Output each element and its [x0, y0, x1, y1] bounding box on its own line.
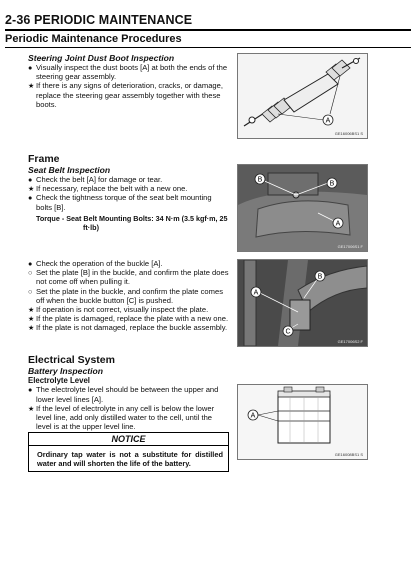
seat-belt-bolt-illustration [238, 165, 367, 251]
seat-belt-bolt-photo [237, 164, 368, 252]
list-item: ● Check the operation of the buckle [A]. [28, 259, 163, 268]
frame-heading: Frame [28, 153, 60, 165]
buckle-illustration [238, 260, 367, 346]
frame-section [28, 153, 229, 232]
callout-c: C [285, 328, 291, 336]
steering-title: Steering Joint Dust Boot Inspection [28, 53, 175, 63]
torque-spec [28, 214, 229, 232]
list-item: ● Check the tightness torque of the seat belt mounting bolts [B]. [28, 193, 212, 212]
steering-section [28, 53, 229, 109]
torque-spec-cont: ft·lb) [83, 222, 99, 232]
list-item: ● Check the belt [A] for damage or tear. [28, 175, 163, 184]
figure-code: GE17006S1 F [337, 244, 363, 249]
page-header [5, 13, 411, 48]
list-item: ● Visually inspect the dust boots [A] at both the ends of the steering gear assembly. [28, 63, 228, 82]
page-subtitle: Periodic Maintenance Procedures [5, 33, 182, 45]
list-item: ★ If operation is not correct, visually inspect the plate. [28, 305, 209, 315]
list-item: ★ If the plate is not damaged, replace the buckle assembly. [28, 323, 228, 333]
frame-list [28, 175, 229, 212]
steering-gear-illustration [238, 54, 367, 138]
list-item: ★ If there is any signs of deterioration, cracks, or damage, replace the steering gear assembly together with these boots. [28, 81, 223, 109]
callout-a: A [325, 117, 331, 125]
figure-code: GE16008BS1 S [334, 452, 363, 457]
battery-title: Battery Inspection [28, 366, 103, 376]
callout-b: B [317, 273, 323, 281]
figure-code: GE17006S2 F [337, 339, 363, 344]
buckle-section [28, 259, 229, 333]
buckle-photo [237, 259, 368, 347]
callout-a: A [253, 289, 259, 297]
page-title: 2-36 PERIODIC MAINTENANCE [5, 13, 193, 27]
battery-figure [237, 384, 368, 460]
callout-b-2: B [329, 180, 335, 188]
list-item: ○ Set the plate [B] in the buckle, and confirm the plate does not come off when pulling it. [28, 268, 229, 287]
list-item: ● The electrolyte level should be between the upper and lower level lines [A]. [28, 385, 219, 404]
torque-spec-main: Torque - Seat Belt Mounting Bolts: 34 N·m (3.5 kgf·m, 25 [36, 213, 228, 223]
steering-list [28, 63, 229, 109]
notice-heading: NOTICE [29, 433, 228, 446]
callout-a: A [250, 412, 256, 420]
notice-body: Ordinary tap water is not a substitute for distilled water and will shorten the life of the battery. [37, 450, 223, 469]
figure-code: GE16006BS1 S [334, 131, 363, 136]
battery-illustration [238, 385, 367, 459]
electrical-heading: Electrical System [28, 354, 115, 366]
electrolyte-title: Electrolyte Level [28, 376, 90, 385]
subtitle-rule [5, 47, 411, 48]
callout-b: B [257, 176, 263, 184]
electrolyte-list [28, 385, 229, 431]
buckle-list [28, 259, 229, 333]
callout-a: A [335, 220, 341, 228]
list-item: ★ If the level of electrolyte in any cell is below the lower level line, add only distilled water to the cell, until the level is at the upper level line. [28, 403, 215, 432]
list-item: ★ If the plate is damaged, replace the plate with a new one. [28, 314, 229, 324]
electrical-section [28, 354, 229, 431]
list-item: ★ If necessary, replace the belt with a new one. [28, 184, 188, 194]
seat-belt-title: Seat Belt Inspection [28, 165, 111, 175]
notice-box [28, 432, 229, 472]
list-item: ○ Set the plate in the buckle, and confirm the plate comes off when the buckle button [C] is pushed. [28, 286, 223, 305]
title-rule [5, 29, 411, 31]
steering-gear-figure [237, 53, 368, 139]
